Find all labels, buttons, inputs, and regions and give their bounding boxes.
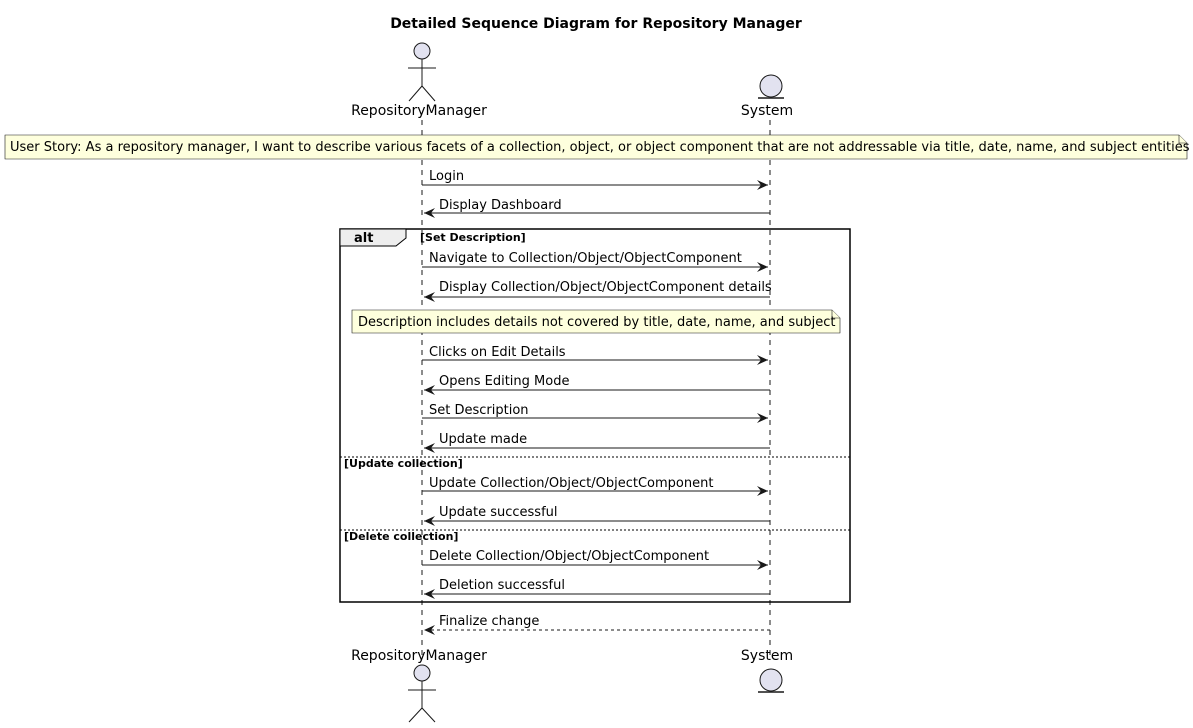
message-update-collection: Update Collection/Object/ObjectComponent (429, 476, 714, 491)
actor-icon-top (408, 43, 436, 101)
diagram-title: Detailed Sequence Diagram for Repository Manager (390, 16, 802, 32)
message-update-made: Update made (439, 432, 528, 447)
message-display-dashboard: Display Dashboard (439, 198, 562, 213)
note-description-text: Description includes details not covered by title, date, name, and subject (358, 315, 836, 330)
guard-delete-collection: [Delete collection] (344, 530, 459, 543)
participant-name-repository-manager-top: RepositoryManager (351, 103, 487, 119)
participant-name-repository-manager-bottom: RepositoryManager (351, 648, 487, 664)
guard-set-description: [Set Description] (420, 231, 526, 244)
note-user-story-text: User Story: As a repository manager, I want to describe various facets of a collection, object, or object component that are not addressable via title, date, name, and subject entities (10, 140, 1190, 155)
message-finalize-change: Finalize change (439, 614, 540, 629)
message-delete-collection: Delete Collection/Object/ObjectComponent (429, 549, 710, 564)
participant-name-system-bottom: System (740, 648, 794, 664)
message-display-details: Display Collection/Object/ObjectComponent details (439, 280, 772, 295)
message-deletion-successful: Deletion successful (439, 578, 565, 593)
alt-operator: alt (354, 231, 374, 246)
note-description (352, 310, 840, 333)
actor-icon-bottom (408, 665, 436, 722)
participant-name-system-top: System (740, 103, 794, 119)
message-clicks-edit: Clicks on Edit Details (429, 345, 566, 360)
message-navigate: Navigate to Collection/Object/ObjectComponent (429, 251, 742, 266)
message-update-successful: Update successful (439, 505, 558, 520)
message-opens-editing: Opens Editing Mode (439, 374, 570, 389)
entity-icon-top (758, 75, 784, 98)
message-login: Login (429, 169, 465, 184)
message-set-description: Set Description (429, 403, 529, 418)
note-user-story (5, 135, 1190, 159)
guard-update-collection: [Update collection] (344, 457, 463, 470)
entity-icon-bottom (758, 669, 784, 692)
